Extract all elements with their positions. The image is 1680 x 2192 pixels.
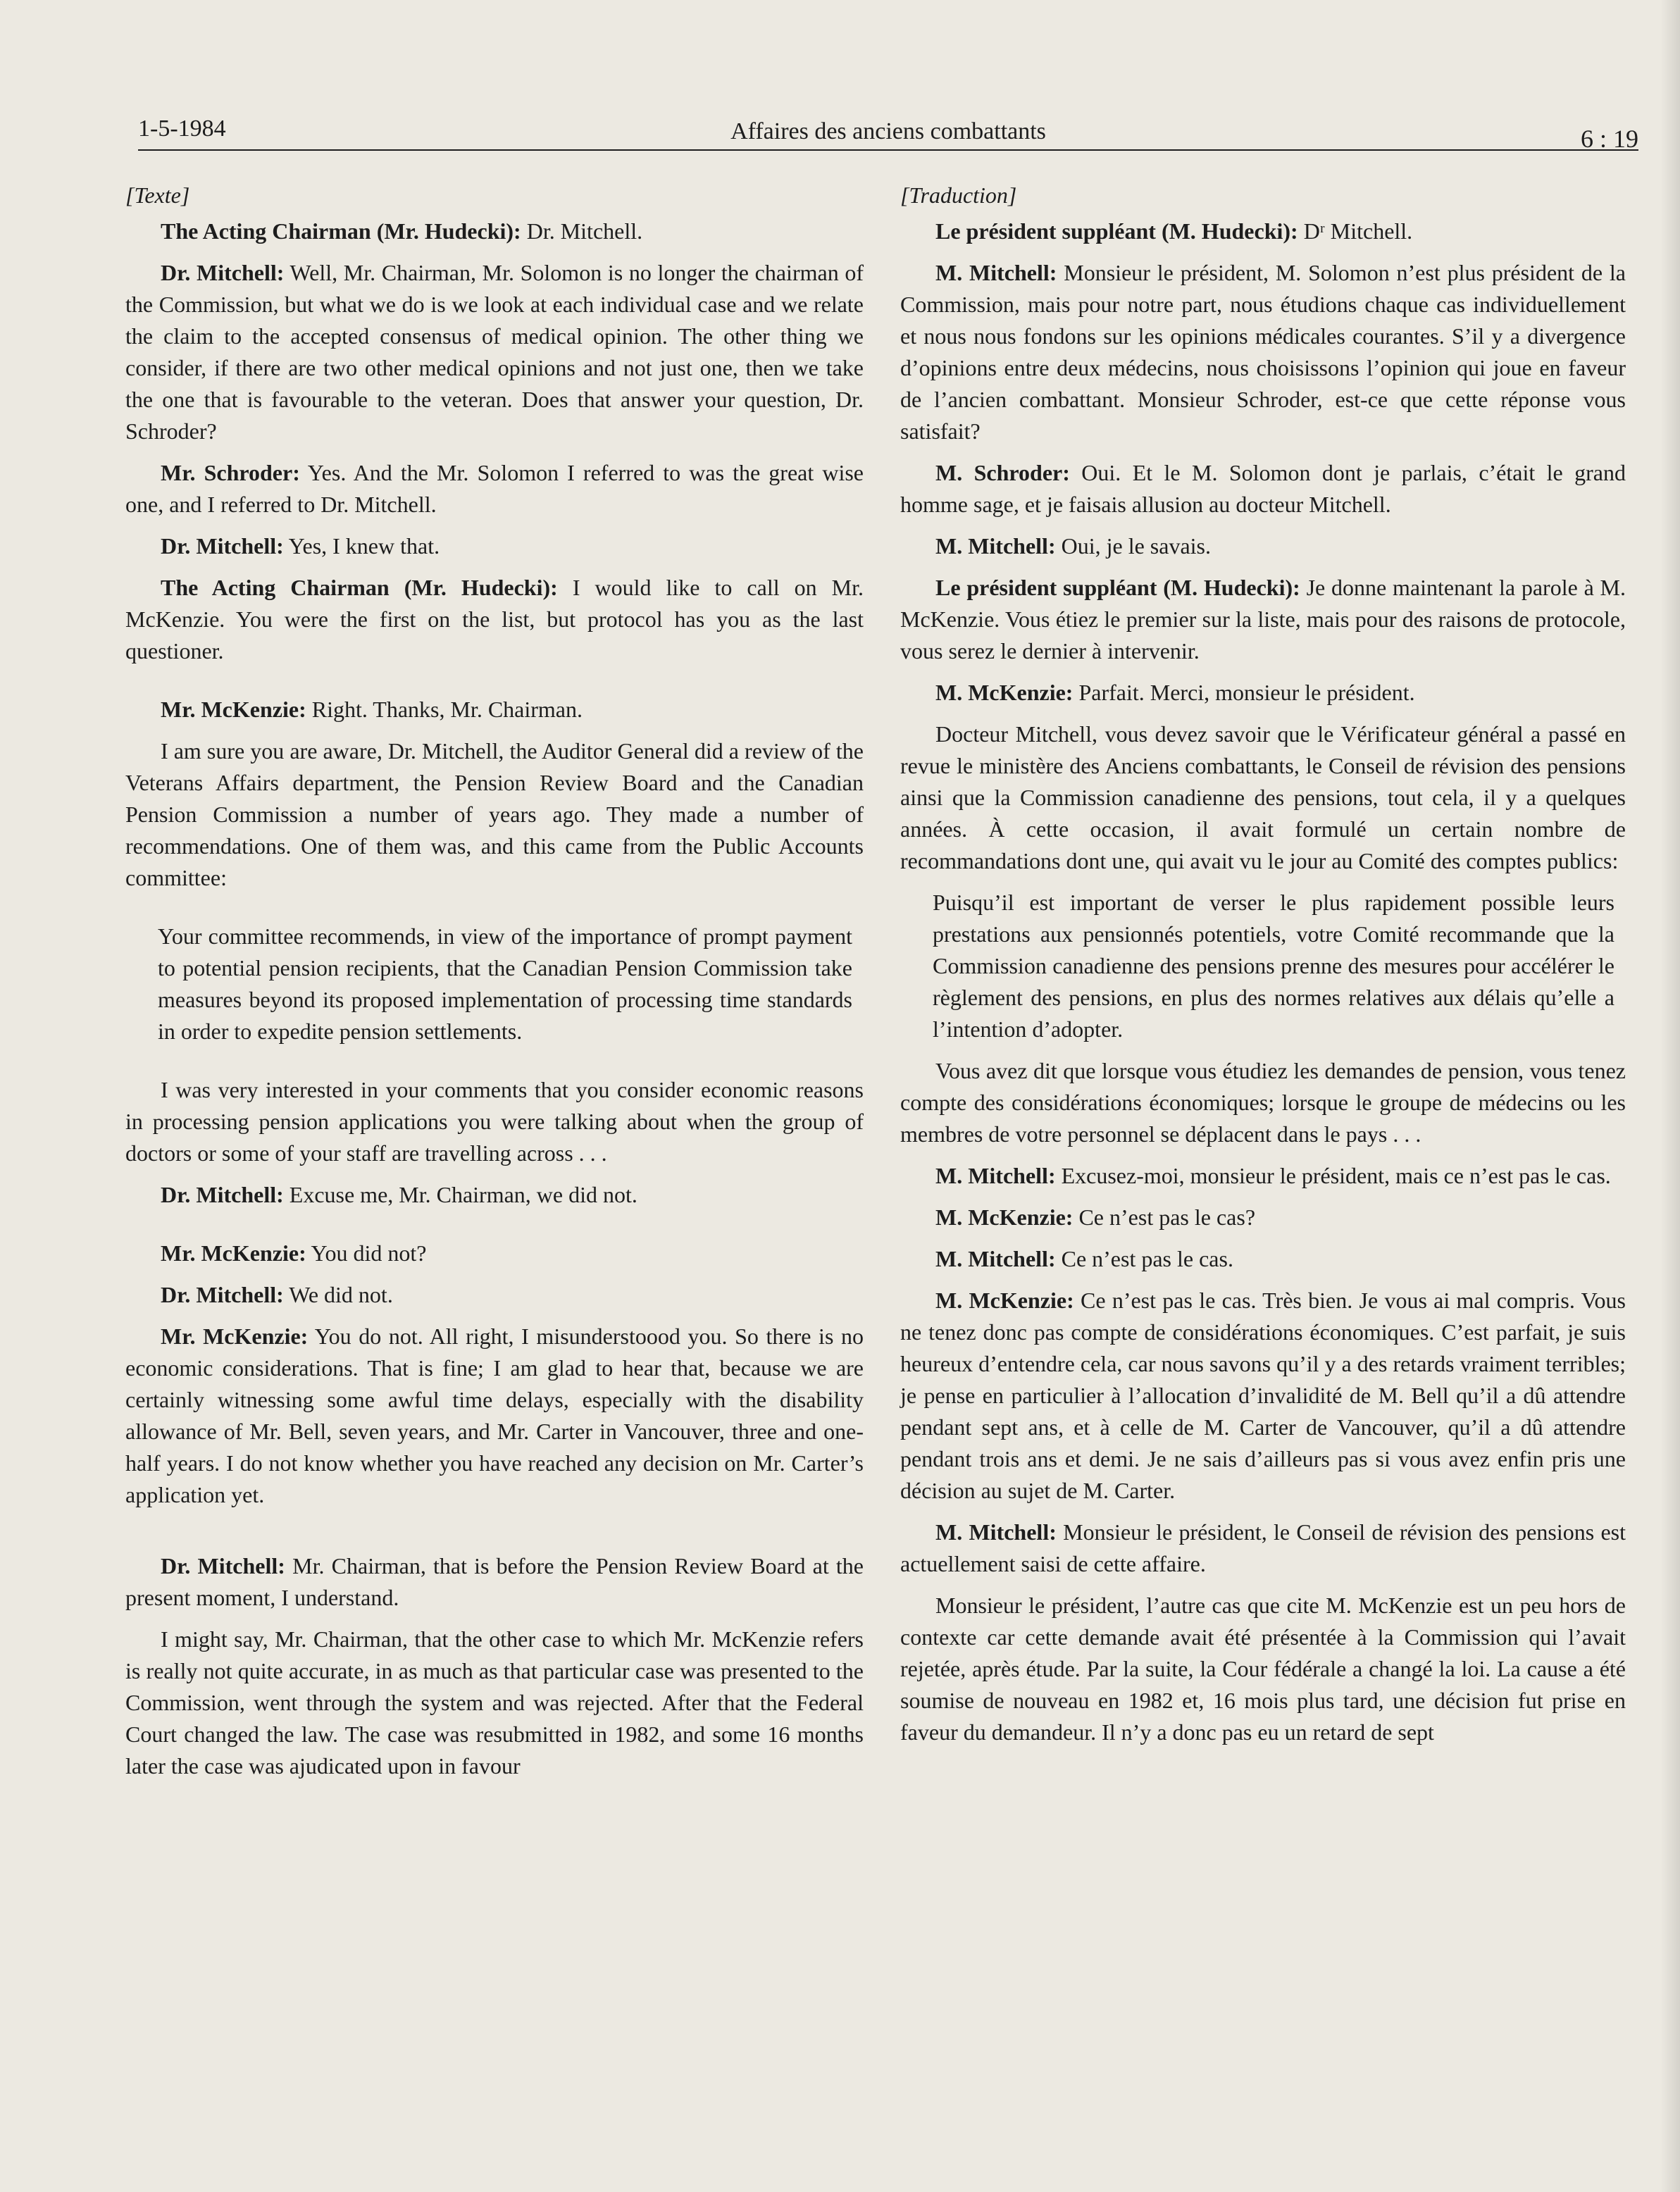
paragraph (900, 1517, 1626, 1580)
paragraph-text: Yes, I knew that. (283, 533, 440, 559)
paragraph (900, 677, 1626, 709)
paragraph (125, 1279, 864, 1311)
header-page-number: 6 : 19 (1580, 125, 1638, 153)
speaker-name: M. Mitchell: (935, 1163, 1056, 1188)
paragraph (900, 572, 1626, 667)
running-header (138, 113, 1638, 153)
paragraph (125, 530, 864, 562)
paragraph-text: Monsieur le président, M. Solomon n’est plus président de la Commission, mais pour notre part, nous étudions chaque cas individuellement et nous nous fondons sur les opinions médicales courantes. S’il y a divergence d’opinions entre deux médecins, nous choisissons l’opinion qui joue en faveur de l’ancien combattant. Monsieur Schroder, est-ce que cette réponse vous satisfait? (900, 260, 1626, 444)
paragraph-text: Oui, je le savais. (1055, 533, 1211, 559)
paragraph-text: Excuse me, Mr. Chairman, we did not. (283, 1182, 637, 1207)
speaker-name: M. Mitchell: (935, 533, 1056, 559)
paragraph (125, 694, 864, 726)
paragraph (900, 1055, 1626, 1150)
header-rule (138, 149, 1638, 151)
speaker-name: Le président suppléant (M. Hudecki): (935, 218, 1298, 244)
paragraph-text: I was very interested in your comments that you consider economic reasons in processing pension applications you were talking about when the group of doctors or some of your staff are travelling across . . . (125, 1077, 864, 1166)
speaker-name: M. Mitchell: (935, 1519, 1057, 1545)
speaker-name: M. Schroder: (935, 460, 1070, 485)
quote-text: Puisqu’il est important de verser le plus rapidement possible leurs prestations aux pensionnés potentiels, votre Comité recommande que la Commission canadienne des pensions prenne des mesures pour accélérer le règlement des pensions, en plus des normes relatives aux délais qu’elle a l’intention d’adopter. (933, 890, 1614, 1042)
paragraph-text: Excusez-moi, monsieur le président, mais ce n’est pas le cas. (1055, 1163, 1611, 1188)
paragraph-text: Well, Mr. Chairman, Mr. Solomon is no longer the chairman of the Commission, but what we do is we look at each individual case and we relate the claim to the accepted consensus of medical opinion. The other thing we consider, if there are two other medical opinions and not just one, then we take the one that is favourable to the veteran. Does that answer your question, Dr. Schroder? (125, 260, 864, 444)
paragraph-text: You did not? (306, 1240, 427, 1266)
paragraph-text: Dʳ Mitchell. (1298, 218, 1413, 244)
french-column (900, 180, 1626, 1758)
paragraph (900, 1590, 1626, 1748)
paragraph (125, 1321, 864, 1511)
paragraph-text: Ce n’est pas le cas. Très bien. Je vous ai mal compris. Vous ne tenez donc pas compte de considérations économiques. C’est parfait, je suis heureux d’entendre cela, car nous savons qu’il y a des retards vraiment terribles; je pense en particulier à l’allocation d’invalidité de M. Bell qu’il a dû attendre pendant sept ans, et à celle de M. Carter de Vancouver, qu’il a dû attendre pendant trois ans et demi. Je ne sais d’ailleurs pas si vous avez enfin pris une décision au sujet de M. Carter. (900, 1288, 1626, 1503)
paragraph-text: Monsieur le président, l’autre cas que cite M. McKenzie est un peu hors de contexte car cette demande avait été présentée à la Commission qui l’avait rejetée, après étude. Par la suite, la Cour fédérale a changé la loi. La cause a été soumise de nouveau en 1982 et, 16 mois plus tard, une décision fut prise en faveur du demandeur. Il n’y a donc pas eu un retard de sept (900, 1593, 1626, 1745)
paragraph (125, 572, 864, 667)
paragraph (900, 257, 1626, 447)
paragraph-text: Mr. Chairman, that is before the Pension Review Board at the present moment, I understand. (125, 1553, 864, 1610)
speaker-name: Dr. Mitchell: (161, 1182, 284, 1207)
speaker-name: Dr. Mitchell: (161, 260, 285, 285)
paragraph (125, 257, 864, 447)
paragraph (125, 735, 864, 894)
paragraph-text: Right. Thanks, Mr. Chairman. (306, 697, 583, 722)
speaker-name: M. McKenzie: (935, 680, 1074, 705)
speaker-name: M. Mitchell: (935, 260, 1057, 285)
speaker-name: Le président suppléant (M. Hudecki): (935, 575, 1300, 600)
speaker-name: M. Mitchell: (935, 1246, 1056, 1271)
speaker-name: Dr. Mitchell: (161, 1282, 284, 1307)
paragraph-text: Oui. Et le M. Solomon dont je parlais, c’était le grand homme sage, et je faisais allusion au docteur Mitchell. (900, 460, 1626, 517)
speaker-name: Dr. Mitchell: (161, 1553, 285, 1578)
paragraph (900, 718, 1626, 877)
paragraph-text: I might say, Mr. Chairman, that the other case to which Mr. McKenzie refers is really not quite accurate, in as much as that particular case was presented to the Commission, went through the system and was rejected. After that the Federal Court changed the law. The case was resubmitted in 1982, and some 16 months later the case was ajudicated upon in favour (125, 1626, 864, 1779)
paragraph (900, 1243, 1626, 1275)
paragraph-text: You do not. All right, I misunderstoood you. So there is no economic considerations. That is fine; I am glad to hear that, because we are certainly witnessing some awful time delays, especially with the disability allowance of Mr. Bell, seven years, and Mr. Carter in Vancouver, three and one-half years. I do not know whether you have reached any decision on Mr. Carter’s application yet. (125, 1324, 864, 1507)
speaker-name: Dr. Mitchell: (161, 533, 284, 559)
paragraph (900, 1202, 1626, 1233)
speaker-name: Mr. McKenzie: (161, 697, 306, 722)
paragraph-text: Yes. And the Mr. Solomon I referred to was the great wise one, and I referred to Dr. Mitchell. (125, 460, 864, 517)
paragraph (900, 1285, 1626, 1507)
paragraph-text: Dr. Mitchell. (521, 218, 643, 244)
paragraph-text: Docteur Mitchell, vous devez savoir que le Vérificateur général a passé en revue le ministère des Anciens combattants, le Conseil de révision des pensions ainsi que la Commission canadienne des pensions, tout cela, il y a quelques années. À cette occasion, il avait formulé un certain nombre de recommandations dont une, qui avait vu le jour au Comité des comptes publics: (900, 721, 1626, 873)
speaker-name: Mr. McKenzie: (161, 1324, 309, 1349)
paragraph (900, 530, 1626, 562)
paragraph-text: Vous avez dit que lorsque vous étudiez les demandes de pension, vous tenez compte des considérations économiques; lorsque le groupe de médecins ou les membres de votre personnel se déplacent dans le pays . . . (900, 1058, 1626, 1147)
paragraph (125, 1074, 864, 1169)
column-tag: [Texte] (125, 182, 190, 208)
paragraph-text: Ce n’est pas le cas. (1055, 1246, 1233, 1271)
speaker-name: M. McKenzie: (935, 1204, 1074, 1230)
header-title: Affaires des anciens combattants (730, 118, 1046, 144)
paragraph-text: Ce n’est pas le cas? (1073, 1204, 1256, 1230)
paragraph-text: We did not. (283, 1282, 393, 1307)
speaker-name: The Acting Chairman (Mr. Hudecki): (161, 575, 558, 600)
speaker-name: M. McKenzie: (935, 1288, 1074, 1313)
paragraph-text: Parfait. Merci, monsieur le président. (1073, 680, 1415, 705)
paragraph (125, 457, 864, 521)
paragraph-text: Je donne maintenant la parole à M. McKenzie. Vous étiez le premier sur la liste, mais pour des raisons de protocole, vous serez le dernier à intervenir. (900, 575, 1626, 664)
column-tag: [Traduction] (900, 182, 1017, 208)
english-column (125, 180, 864, 1792)
page-edge-shadow (1660, 0, 1680, 2192)
quote-text: Your committee recommends, in view of the importance of prompt payment to potential pension recipients, that the Canadian Pension Commission take measures beyond its proposed implementation of processing time standards in order to expedite pension settlements. (158, 923, 852, 1044)
speaker-name: Mr. McKenzie: (161, 1240, 306, 1266)
paragraph (125, 1179, 864, 1211)
paragraph (125, 216, 864, 247)
block-quote (158, 921, 852, 1047)
paragraph (900, 457, 1626, 521)
paragraph-text: I would like to call on Mr. McKenzie. You were the first on the list, but protocol has you as the last questioner. (125, 575, 864, 664)
paragraph-text: Monsieur le président, le Conseil de révision des pensions est actuellement saisi de cette affaire. (900, 1519, 1626, 1576)
paragraph (125, 1550, 864, 1614)
paragraph-text: I am sure you are aware, Dr. Mitchell, the Auditor General did a review of the Veterans Affairs department, the Pension Review Board and the Canadian Pension Commission a number of years ago. They made a number of recommendations. One of them was, and this came from the Public Accounts committee: (125, 738, 864, 890)
speaker-name: Mr. Schroder: (161, 460, 300, 485)
header-date: 1-5-1984 (138, 116, 226, 142)
paragraph (125, 1238, 864, 1269)
speaker-name: The Acting Chairman (Mr. Hudecki): (161, 218, 521, 244)
block-quote (933, 887, 1614, 1045)
paragraph (900, 216, 1626, 247)
paragraph (125, 1624, 864, 1782)
paragraph (900, 1160, 1626, 1192)
